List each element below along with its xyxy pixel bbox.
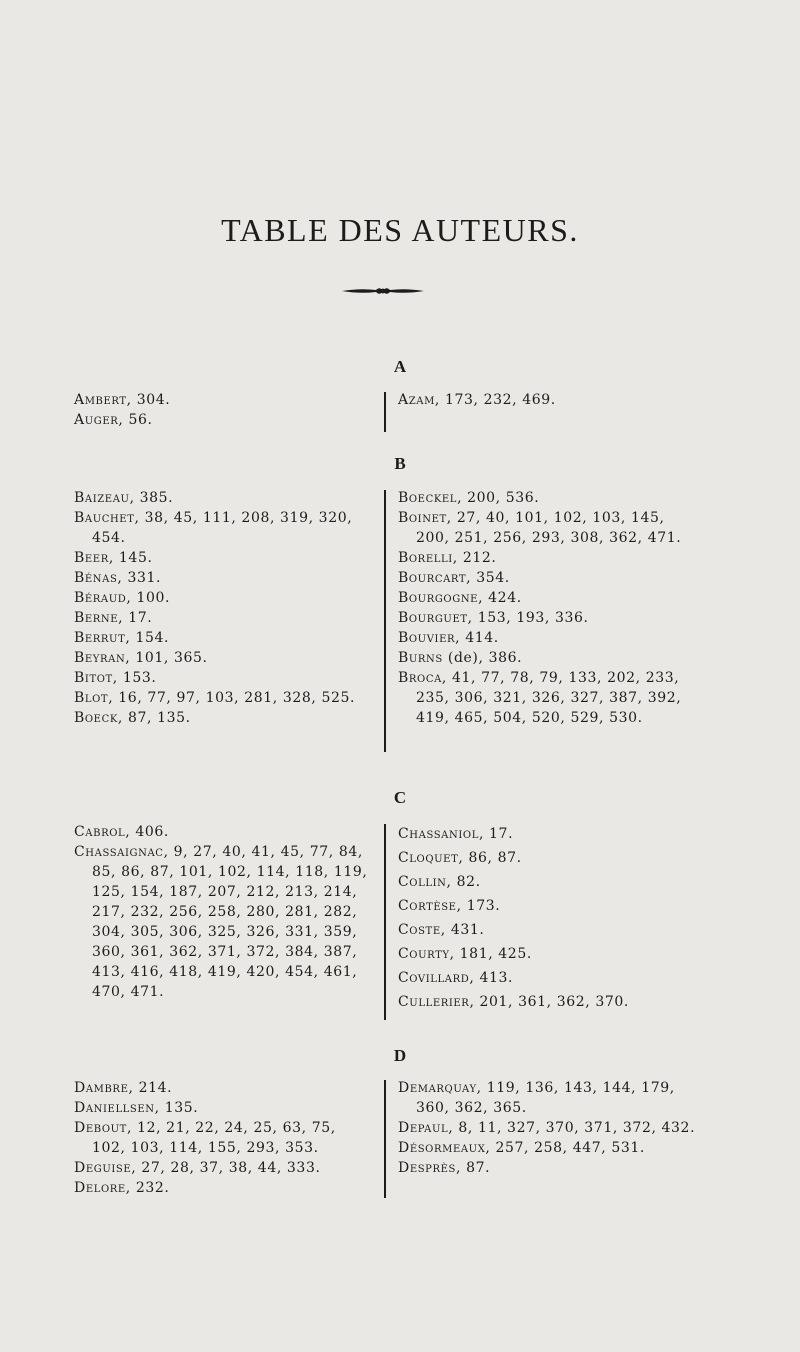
index-entry: Boeck, 87, 135.: [74, 710, 191, 726]
column-divider: [384, 824, 386, 1020]
index-entry: Ambert, 304.: [74, 392, 171, 408]
column-right: [398, 390, 698, 410]
column-right: [398, 1078, 698, 1178]
index-entry: Beyran, 101, 365.: [74, 650, 208, 666]
index-entry: Broca, 41, 77, 78, 79, 133, 202, 233, 235, 306, 321, 326, 327, 387, 392, 419, 465, 504, 520, 529, 530.: [398, 670, 687, 726]
page-title: TABLE DES AUTEURS.: [221, 212, 579, 248]
index-entry: Blot, 16, 77, 97, 103, 281, 328, 525.: [74, 690, 356, 706]
index-entry: Berne, 17.: [74, 610, 153, 626]
index-entry: Désormeaux, 257, 258, 447, 531.: [398, 1140, 645, 1156]
index-entry: Cloquet, 86, 87.: [398, 850, 522, 866]
index-entry: Bouvier, 414.: [398, 630, 499, 646]
column-divider: [384, 490, 386, 752]
index-entry: Boeckel, 200, 536.: [398, 490, 540, 506]
index-entry: Beer, 145.: [74, 550, 153, 566]
index-entry: Dambre, 214.: [74, 1080, 173, 1096]
index-entry: Bitot, 153.: [74, 670, 157, 686]
index-entry: Boinet, 27, 40, 101, 102, 103, 145, 200, 251, 256, 293, 308, 362, 471.: [398, 510, 682, 546]
index-entry: Covillard, 413.: [398, 970, 514, 986]
index-entry: Coste, 431.: [398, 922, 485, 938]
section-letter-d: D: [393, 1046, 407, 1065]
index-entry: Cortèse, 173.: [398, 898, 501, 914]
index-entry: Desprès, 87.: [398, 1160, 491, 1176]
index-entry: Bourgogne, 424.: [398, 590, 522, 606]
index-entry: Bourcart, 354.: [398, 570, 510, 586]
index-entry: Delore, 232.: [74, 1180, 170, 1196]
section-letter-c: C: [393, 788, 407, 807]
section-letter-b: B: [394, 454, 406, 473]
column-divider: [384, 1080, 386, 1198]
index-entry: Berrut, 154.: [74, 630, 170, 646]
index-entry: Cabrol, 406.: [74, 824, 169, 840]
index-entry: Demarquay, 119, 136, 143, 144, 179, 360, 362, 365.: [398, 1080, 680, 1116]
index-entry: Bauchet, 38, 45, 111, 208, 319, 320, 454.: [74, 510, 358, 546]
index-entry: Daniellsen, 135.: [74, 1100, 199, 1116]
index-entry: Auger, 56.: [74, 412, 153, 428]
column-left: [74, 488, 374, 728]
index-entry: Chassaniol, 17.: [398, 826, 514, 842]
index-entry: Bourguet, 153, 193, 336.: [398, 610, 589, 626]
index-entry: Borelli, 212.: [398, 550, 497, 566]
index-entry: Azam, 173, 232, 469.: [398, 392, 556, 408]
column-right: [398, 822, 698, 1014]
column-left: [74, 822, 374, 1002]
column-left: [74, 1078, 374, 1198]
column-divider: [384, 392, 386, 432]
index-entry: Béraud, 100.: [74, 590, 171, 606]
index-entry: Cullerier, 201, 361, 362, 370.: [398, 994, 629, 1010]
index-entry: Courty, 181, 425.: [398, 946, 532, 962]
column-right: [398, 488, 698, 728]
ornament-divider: [340, 283, 426, 299]
index-entry: Depaul, 8, 11, 327, 370, 371, 372, 432.: [398, 1120, 696, 1136]
column-left: [74, 390, 374, 430]
index-entry: Bénas, 331.: [74, 570, 162, 586]
index-entry: Debout, 12, 21, 22, 24, 25, 63, 75, 102, 103, 114, 155, 293, 353.: [74, 1120, 341, 1156]
index-entry: Burns (de), 386.: [398, 650, 523, 666]
section-letter-a: A: [393, 357, 407, 376]
index-entry: Chassaignac, 9, 27, 40, 41, 45, 77, 84, 85, 86, 87, 101, 102, 114, 118, 119, 125, 154, 187, 207, 212, 213, 214, 217, 232, 256, 258, 280, 281, 282, 304, 305, 306, 325, 326, 331, 359, 360, 361, 362, 371, 372, 384, 387, 413, 416, 418, 419, 420, 454, 461, 470, 471.: [74, 844, 373, 1000]
index-entry: Collin, 82.: [398, 874, 481, 890]
index-entry: Baizeau, 385.: [74, 490, 174, 506]
index-entry: Deguise, 27, 28, 37, 38, 44, 333.: [74, 1160, 321, 1176]
